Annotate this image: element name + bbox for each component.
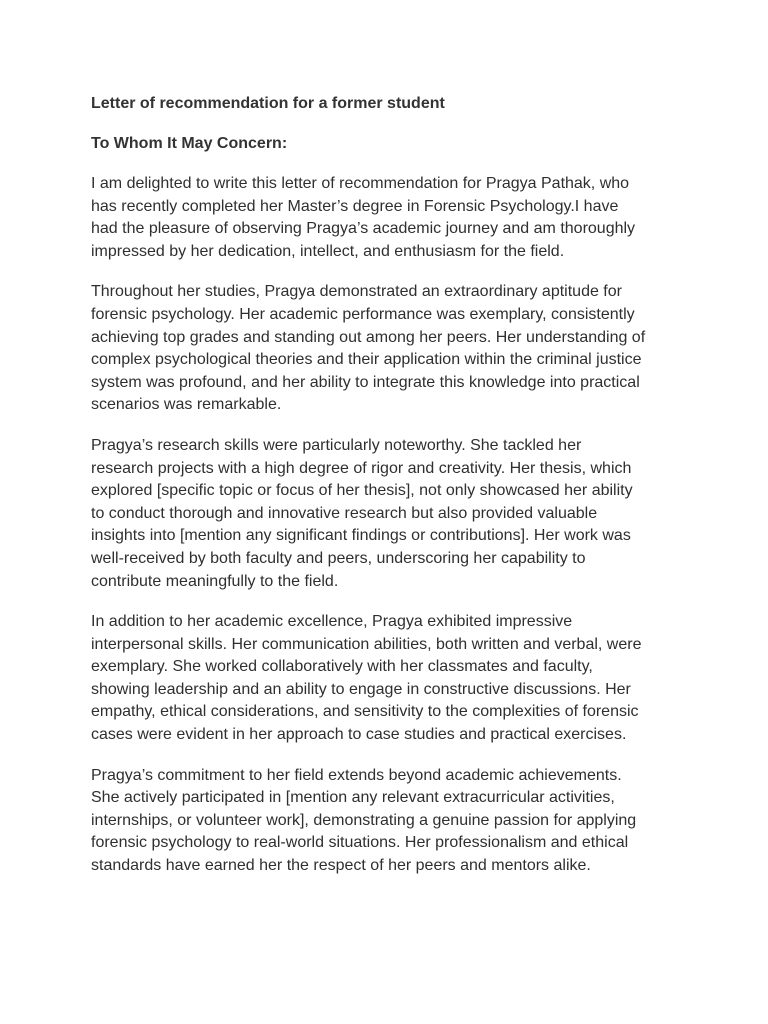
letter-paragraph-2: Throughout her studies, Pragya demonstrated an extraordinary aptitude for forensic psychology. Her academic performance was exemplary, consistently achieving top grades and standing out among her peers. Her understanding of complex psychological theories and their application within the criminal justice system was profound, and her ability to integrate this knowledge into practical scenarios was remarkable.: [91, 283, 646, 414]
letter-paragraph-4: In addition to her academic excellence, Pragya exhibited impressive interpersonal skills. Her communication abilities, both written and verbal, were exemplary. She worked collaboratively with her classmates and faculty, showing leadership and an ability to engage in constructive discussions. Her empathy, ethical considerations, and sensitivity to the complexities of forensic cases were evident in her approach to case studies and practical exercises.: [91, 613, 642, 744]
letter-paragraph-1: I am delighted to write this letter of recommendation for Pragya Pathak, who has recently completed her Master’s degree in Forensic Psychology.I have had the pleasure of observing Pragya’s academic journey and am thoroughly impressed by her dedication, intellect, and enthusiasm for the field.: [91, 175, 636, 260]
letter-paragraph-5: Pragya’s commitment to her field extends beyond academic achievements. She actively participated in [mention any relevant extracurricular activities, internships, or volunteer work], demonstrating a genuine passion for applying forensic psychology to real-world situations. Her professionalism and ethical standards have earned her the respect of her peers and mentors alike.: [91, 766, 637, 875]
letter-salutation: To Whom It May Concern:: [91, 135, 288, 152]
letter-body: [91, 93, 691, 878]
letter-title: Letter of recommendation for a former student: [91, 95, 445, 112]
letter-paragraph-3: Pragya’s research skills were particularly noteworthy. She tackled her research projects with a high degree of rigor and creativity. Her thesis, which explored [specific topic or focus of her thesis], not only showcased her ability to conduct thorough and innovative research but also provided valuable insights into [mention any significant findings or contributions]. Her work was well-received by both faculty and peers, underscoring her capability to contribute meaningfully to the field.: [91, 436, 633, 590]
